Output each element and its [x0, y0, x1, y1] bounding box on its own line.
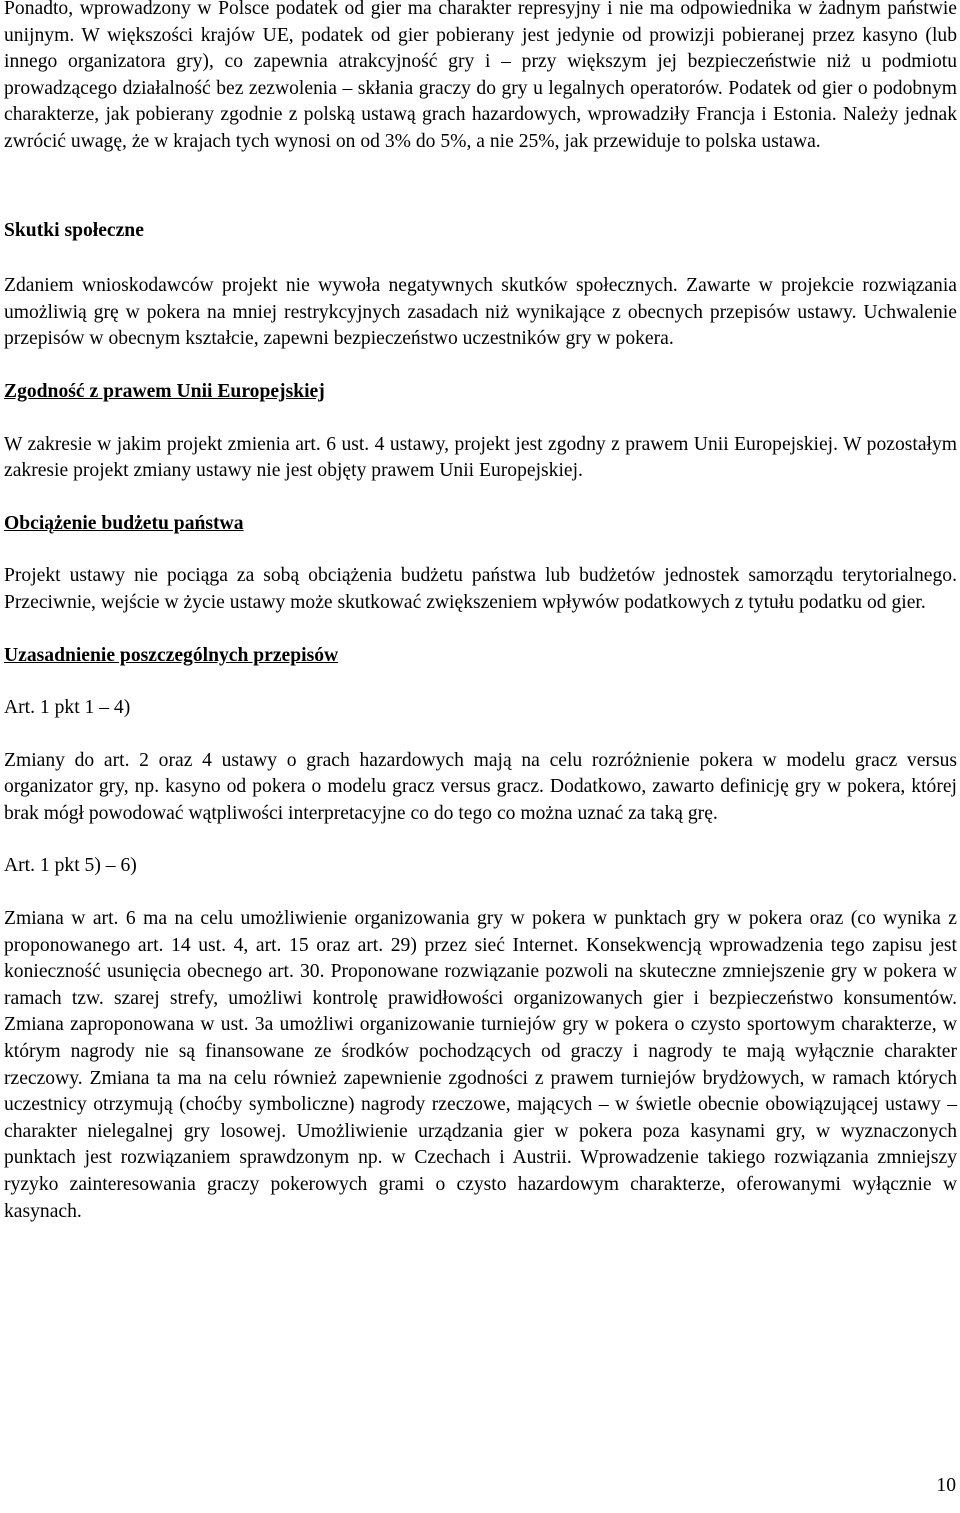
label-art-1-pkt-5-6: Art. 1 pkt 5) – 6): [4, 855, 137, 877]
paragraph-social-effects: Zdaniem wnioskodawców projekt nie wywoła negatywnych skutków społecznych. Zawarte w projekcie rozwiązania umożliwią grę w pokera na mniej restrykcyjnych zasadach niż wynikające z obecnych przepisów ustawy. Uchwalenie przepisów w obecnym kształcie, zapewni bezpieczeństwo uczestników gry w pokera.: [4, 275, 957, 350]
heading-justification: Uzasadnienie poszczególnych przepisów: [4, 644, 339, 666]
heading-budget-burden: Obciążenie budżetu państwa: [4, 512, 244, 534]
paragraph-art-1-pkt-1-4: Zmiany do art. 2 oraz 4 ustawy o grach hazardowych mają na celu rozróżnienie pokera w modelu gracz versus organizator gry, np. kasyno od pokera o modelu gracz versus gracz. Dodatkowo, zawarto definicję gry w pokera, której brak mógł powodować wątpliwości interpretacyjne co do tego co można uznać za taką grę.: [4, 749, 957, 824]
paragraph-art-1-pkt-5-6: Zmiana w art. 6 ma na celu umożliwienie organizowania gry w pokera w punktach gry w pokera oraz (co wynika z proponowanego art. 14 ust. 4, art. 15 oraz art. 29) przez sieć Internet. Konsekwencją wprowadzenia tego zapisu jest konieczność usunięcia obecnego art. 30. Proponowane rozwiązanie pozwoli na skuteczne zmniejszenie gry w pokera w ramach tzw. szarej strefy, umożliwi kontrolę prawidłowości organizowanych gier i bezpieczeństwo konsumentów. Zmiana zaproponowana w ust. 3a umożliwi organizowanie turniejów gry w pokera o czysto sportowym charakterze, w którym nagrody nie są finansowane ze środków pochodzących od graczy i nagrody te mają wyłącznie charakter rzeczowy. Zmiana ta ma na celu również zapewnienie zgodności z prawem turniejów brydżowych, w ramach których uczestnicy otrzymują (choćby symboliczne) nagrody rzeczowe, mających – w świetle obecnie obowiązującej ustawy – charakter nielegalnej gry losowej. Umożliwienie urządzania gier w pokera poza kasynami gry, w wyznaczonych punktach jest rozwiązaniem sprawdzonym np. w Czechach i Austrii. Wprowadzenie takiego rozwiązania zmniejszy ryzyko zainteresowania graczy pokerowych grami o czysto hazardowym charakterze, oferowanymi wyłącznie w kasynach.: [4, 908, 957, 1222]
label-art-1-pkt-1-4: Art. 1 pkt 1 – 4): [4, 697, 131, 719]
intro-paragraph: Ponadto, wprowadzony w Polsce podatek od gier ma charakter represyjny i nie ma odpowiednika w żadnym państwie unijnym. W większości krajów UE, podatek od gier pobierany jest jedynie od prowizji pobieranej przez kasyno (lub innego organizatora gry), co zapewnia atrakcyjność gry i – przy większym jej bezpieczeństwie niż u podmiotu prowadzącego działalność bez zezwolenia – skłania graczy do gry u legalnych operatorów. Podatek od gier o podobnym charakterze, jak pobierany zgodnie z polską ustawą grach hazardowych, wprowadziły Francja i Estonia. Należy jednak zwrócić uwagę, że w krajach tych wynosi on od 3% do 5%, a nie 25%, jak przewiduje to polska ustawa.: [4, 0, 957, 152]
heading-social-effects: Skutki społeczne: [4, 219, 144, 241]
heading-eu-compliance: Zgodność z prawem Unii Europejskiej: [4, 380, 325, 402]
page-number: 10: [936, 1475, 956, 1496]
paragraph-budget-burden: Projekt ustawy nie pociąga za sobą obciążenia budżetu państwa lub budżetów jednostek samorządu terytorialnego. Przeciwnie, wejście w życie ustawy może skutkować zwiększeniem wpływów podatkowych z tytułu podatku od gier.: [4, 565, 957, 613]
paragraph-eu-compliance: W zakresie w jakim projekt zmienia art. 6 ust. 4 ustawy, projekt jest zgodny z prawem Unii Europejskiej. W pozostałym zakresie projekt zmiany ustawy nie jest objęty prawem Unii Europejskiej.: [4, 433, 957, 482]
